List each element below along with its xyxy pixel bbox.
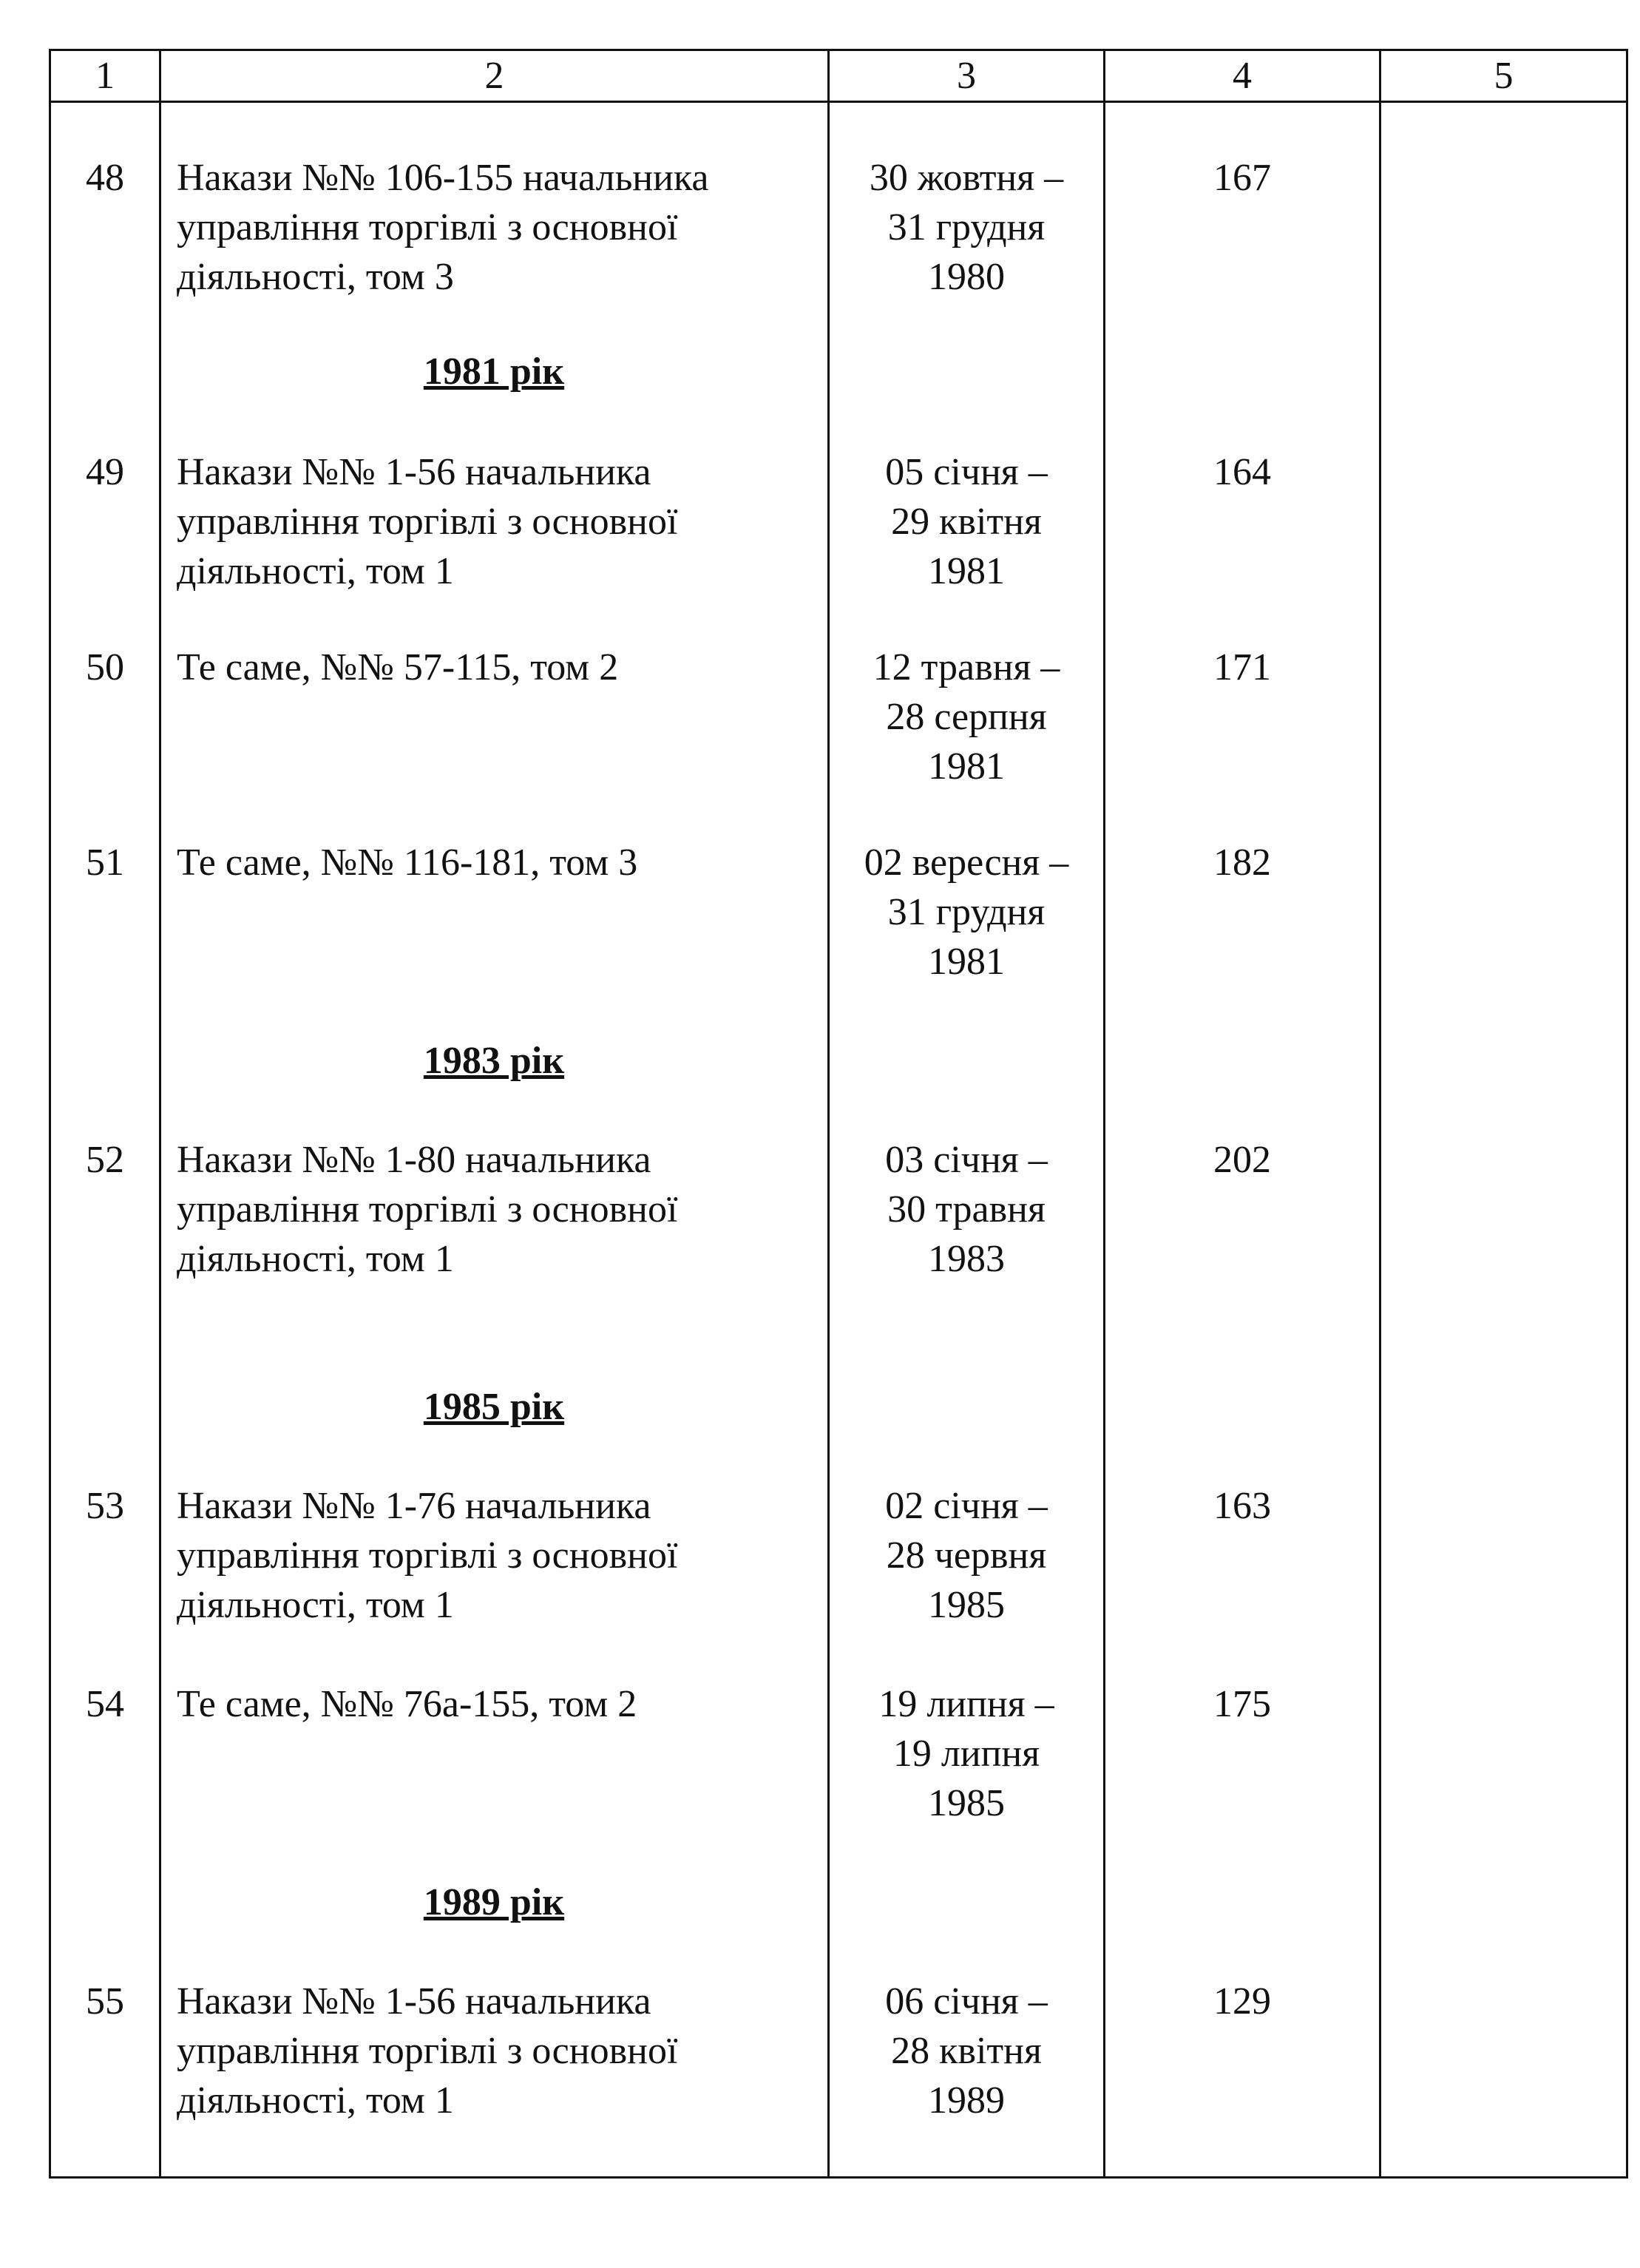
header-col-1: 1 [95, 55, 115, 97]
row-sheet-count: 167 [1213, 157, 1271, 199]
date-line: 1985 [928, 1584, 1005, 1626]
date-line: 29 квітня [891, 501, 1042, 543]
row-description [177, 1679, 842, 1729]
description-line: управління торгівлі з основної [177, 1534, 678, 1577]
row-number: 54 [86, 1683, 124, 1725]
date-line: 19 липня [892, 1733, 1040, 1775]
description-line: управління торгівлі з основної [177, 206, 678, 248]
date-line: 1981 [928, 550, 1005, 592]
date-line: 30 жовтня – [869, 157, 1064, 199]
date-line: 1981 [928, 941, 1005, 983]
inventory-table [49, 49, 1628, 2179]
date-line: 06 січня – [885, 1980, 1048, 2022]
date-line: 28 серпня [886, 696, 1047, 738]
row-description [177, 838, 842, 887]
row-number: 50 [86, 646, 124, 688]
row-dates [830, 643, 1103, 791]
row-dates [830, 153, 1103, 302]
row-number: 53 [86, 1485, 124, 1527]
description-line: Накази №№ 1-80 начальника [177, 1139, 651, 1181]
date-line: 02 січня – [885, 1485, 1048, 1527]
row-description [177, 643, 842, 692]
date-line: 28 червня [886, 1534, 1047, 1577]
date-line: 1981 [928, 745, 1005, 788]
date-line: 02 вересня – [864, 842, 1069, 884]
header-col-2: 2 [484, 55, 504, 97]
date-line: 1985 [928, 1782, 1005, 1824]
header-divider [51, 101, 1626, 103]
date-line: 31 грудня [887, 206, 1046, 248]
header-col-5: 5 [1494, 55, 1514, 97]
date-line: 1989 [928, 2079, 1005, 2122]
date-line: 30 травня [887, 1188, 1046, 1231]
description-line: Те саме, №№ 76а-155, том 2 [177, 1683, 637, 1725]
row-dates [830, 1481, 1103, 1630]
row-description [177, 1135, 842, 1284]
date-line: 1983 [928, 1238, 1005, 1280]
description-line: Накази №№ 106-155 начальника [177, 157, 709, 199]
row-sheet-count: 175 [1213, 1683, 1271, 1725]
row-description [177, 1481, 842, 1630]
year-heading: 1985 рік [423, 1386, 565, 1428]
row-sheet-count: 171 [1213, 646, 1271, 688]
date-line: 28 квітня [891, 2030, 1042, 2072]
description-line: Те саме, №№ 57-115, том 2 [177, 646, 619, 688]
header-col-3: 3 [957, 55, 976, 97]
row-number: 55 [86, 1980, 124, 2022]
row-number: 52 [86, 1139, 124, 1181]
description-line: діяльності, том 1 [177, 1238, 454, 1280]
date-line: 05 січня – [885, 451, 1048, 493]
header-col-4: 4 [1233, 55, 1252, 97]
row-sheet-count: 163 [1213, 1485, 1271, 1527]
row-description [177, 447, 842, 596]
row-dates [830, 1977, 1103, 2125]
date-line: 12 травня – [872, 646, 1060, 688]
row-dates [830, 447, 1103, 596]
date-line: 1980 [928, 256, 1005, 298]
description-line: діяльності, том 1 [177, 1584, 454, 1626]
description-line: Накази №№ 1-56 начальника [177, 1980, 651, 2022]
row-sheet-count: 129 [1213, 1980, 1271, 2022]
description-line: управління торгівлі з основної [177, 2030, 678, 2072]
date-line: 03 січня – [885, 1139, 1048, 1181]
row-number: 51 [86, 842, 124, 884]
row-dates [830, 1135, 1103, 1284]
row-sheet-count: 202 [1213, 1139, 1271, 1181]
column-divider [1103, 51, 1105, 2176]
description-line: Накази №№ 1-56 начальника [177, 451, 651, 493]
year-heading: 1989 рік [423, 1881, 565, 1923]
row-sheet-count: 182 [1213, 842, 1271, 884]
row-description [177, 1977, 842, 2125]
description-line: діяльності, том 1 [177, 550, 454, 592]
row-number: 49 [86, 451, 124, 493]
description-line: управління торгівлі з основної [177, 501, 678, 543]
date-line: 31 грудня [887, 891, 1046, 933]
description-line: управління торгівлі з основної [177, 1188, 678, 1231]
date-line: 19 липня – [878, 1683, 1054, 1725]
description-line: Те саме, №№ 116-181, том 3 [177, 842, 638, 884]
row-dates [830, 1679, 1103, 1828]
row-dates [830, 838, 1103, 986]
column-divider [827, 51, 830, 2176]
description-line: Накази №№ 1-76 начальника [177, 1485, 651, 1527]
column-divider [1379, 51, 1381, 2176]
year-heading: 1981 рік [423, 351, 565, 393]
row-sheet-count: 164 [1213, 451, 1271, 493]
description-line: діяльності, том 1 [177, 2079, 454, 2122]
row-description [177, 153, 842, 302]
description-line: діяльності, том 3 [177, 256, 454, 298]
year-heading: 1983 рік [423, 1040, 565, 1082]
row-number: 48 [86, 157, 124, 199]
